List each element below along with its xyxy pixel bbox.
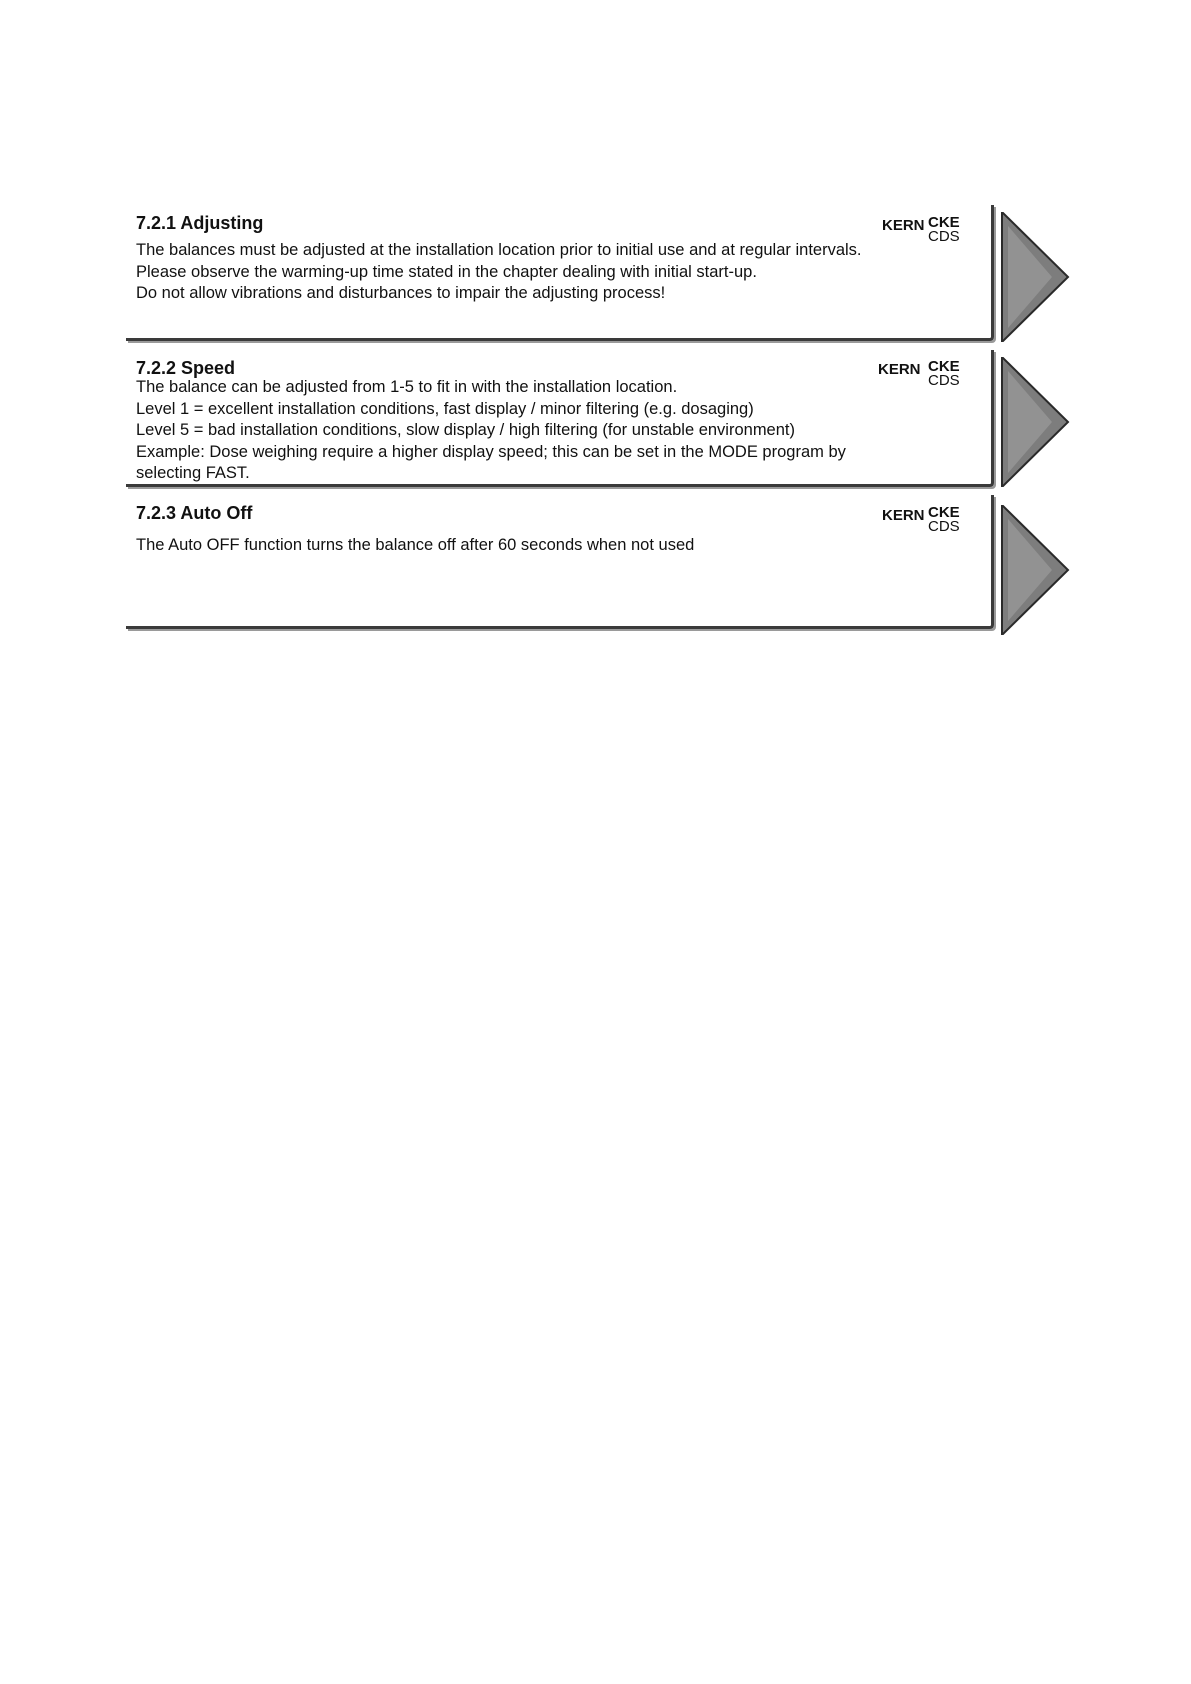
section-adjusting [126,205,991,345]
body-line: The Auto OFF function turns the balance off after 60 seconds when not used [136,536,695,554]
body-line: Level 1 = excellent installation conditions, fast display / minor filtering (e.g. dosaging) [136,399,754,418]
section-body [136,535,694,557]
body-line: The balances must be adjusted at the installation location prior to initial use and at regular intervals. [136,241,862,259]
brand-label: KERN [878,361,921,378]
model-cke: CKE [928,358,960,375]
section-frame [126,495,994,629]
section-title: 7.2.3 Auto Off [136,503,253,523]
brand-label: KERN [882,507,925,524]
body-line: Level 5 = bad installation conditions, slow display / high filtering (for unstable environment) [136,421,795,439]
body-line: selecting FAST. [136,464,250,482]
body-line: Please observe the warming-up time stated in the chapter dealing with initial start-up. [136,262,757,281]
next-arrow-icon [1000,357,1070,487]
model-list [928,506,960,534]
next-arrow-icon [1000,212,1070,342]
section-auto-off [126,495,991,635]
section-title: 7.2.1 Adjusting [136,213,264,233]
section-body [136,377,846,485]
section-speed [126,350,991,490]
body-line: The balance can be adjusted from 1-5 to fit in with the installation location. [136,378,678,396]
brand-label: KERN [882,217,925,234]
model-cke: CKE [928,504,960,521]
model-list [928,216,960,244]
body-line: Example: Dose weighing require a higher display speed; this can be set in the MODE program by [136,442,846,461]
model-cke: CKE [928,214,960,231]
section-title: 7.2.2 Speed [136,358,236,378]
model-cds: CDS [928,228,960,245]
next-arrow-icon [1000,505,1070,635]
model-list [928,360,960,388]
body-line: Do not allow vibrations and disturbances to impair the adjusting process! [136,284,666,302]
model-cds: CDS [928,372,960,389]
model-cds: CDS [928,518,960,535]
section-body [136,240,862,305]
